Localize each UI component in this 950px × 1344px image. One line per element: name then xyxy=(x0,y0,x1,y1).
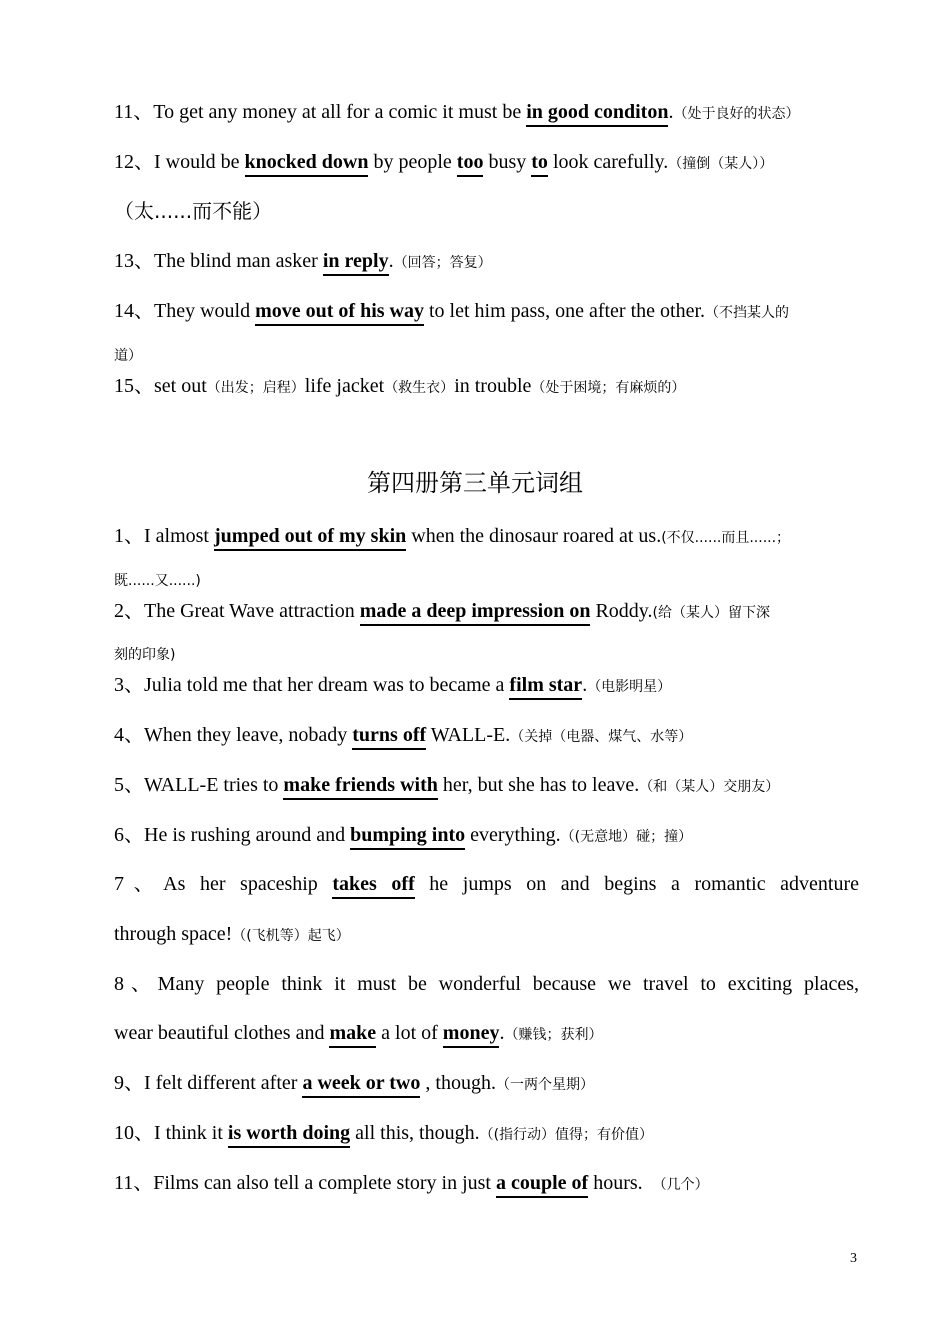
item-11 xyxy=(114,1171,859,1197)
sentence-end: her, but she has to leave. xyxy=(437,774,640,796)
sentence-text: 13、The blind man asker xyxy=(114,250,323,272)
translation-note-cont: （太......而不能） xyxy=(114,199,273,223)
line-14-cont xyxy=(114,342,859,368)
key-phrase: money xyxy=(443,1022,500,1048)
sentence-end: hours. xyxy=(588,1172,643,1194)
sentence-text: wear beautiful clothes and xyxy=(114,1022,330,1044)
translation-note: （出发；启程） xyxy=(206,380,305,396)
phrase-text: in trouble xyxy=(454,375,532,397)
key-phrase: bumping into xyxy=(350,824,465,850)
sentence-text: 2、The Great Wave attraction xyxy=(114,600,360,622)
item-10 xyxy=(114,1121,859,1147)
sentence-end: WALL-E. xyxy=(426,724,511,746)
sentence-text: 10、I think it xyxy=(114,1122,228,1144)
sentence-text: 5、WALL-E tries to xyxy=(114,774,284,796)
line-12-top xyxy=(114,150,859,176)
sentence-end: to let him pass, one after the other. xyxy=(423,300,706,322)
sentence-text: 4、When they leave, nobady xyxy=(114,724,353,746)
translation-note: （处于困境；有麻烦的） xyxy=(531,380,686,396)
item-1-cont xyxy=(114,567,859,593)
translation-note-cont: 刻的印象) xyxy=(114,647,176,663)
translation-note: （(指行动）值得；有价值） xyxy=(479,1127,654,1143)
sentence-text: a lot of xyxy=(376,1022,443,1044)
sentence-end: Roddy. xyxy=(590,600,653,622)
sentence-end: everything. xyxy=(465,824,561,846)
translation-note: （电影明星） xyxy=(587,679,672,695)
sentence-text: 11、Films can also tell a complete story in just xyxy=(114,1172,496,1194)
translation-note: （(飞机等）起飞） xyxy=(232,928,350,944)
translation-note: (不仅......而且......； xyxy=(661,530,791,546)
translation-note: （撞倒（某人）） xyxy=(668,156,774,172)
item-7 xyxy=(114,872,859,896)
translation-note: （救生衣） xyxy=(384,380,455,396)
key-phrase: takes off xyxy=(332,873,414,899)
page-number: 3 xyxy=(850,1251,857,1266)
key-phrase: in reply xyxy=(323,250,389,276)
key-phrase: too xyxy=(457,151,484,177)
key-phrase: jumped out of my skin xyxy=(214,525,406,551)
sentence-text: 12、I would be xyxy=(114,151,245,173)
translation-note: （一两个星期） xyxy=(495,1077,594,1093)
translation-note: （几个） xyxy=(652,1177,709,1193)
translation-note: （处于良好的状态） xyxy=(673,106,800,122)
sentence-end: when the dinosaur roared at us. xyxy=(406,525,662,547)
key-phrase: move out of his way xyxy=(255,300,424,326)
sentence-end: . xyxy=(388,250,394,272)
item-5 xyxy=(114,773,859,799)
key-phrase: film star xyxy=(509,674,582,700)
item-8 xyxy=(114,972,859,996)
sentence-text: 11、To get any money at all for a comic it must be xyxy=(114,101,527,123)
item-1 xyxy=(114,524,859,550)
key-phrase: to xyxy=(531,151,548,177)
translation-note: （关掉（电器、煤气、水等） xyxy=(510,729,693,745)
key-phrase: made a deep impression on xyxy=(360,600,591,626)
sentence-end: . xyxy=(499,1022,505,1044)
line-15-top xyxy=(114,374,859,400)
sentence-end: . xyxy=(582,674,588,696)
key-phrase: a week or two xyxy=(302,1072,420,1098)
sentence-text: 6、He is rushing around and xyxy=(114,824,351,846)
sentence-end: through space! xyxy=(114,923,233,945)
sentence-text: 14、They would xyxy=(114,300,256,322)
sentence-text: 7、As her spaceship xyxy=(114,873,333,895)
translation-note-cont: 既......又......) xyxy=(114,573,201,589)
sentence-end: look carefully. xyxy=(547,151,669,173)
sentence-end: , though. xyxy=(420,1072,496,1094)
key-phrase: turns off xyxy=(352,724,426,750)
key-phrase: make xyxy=(329,1022,376,1048)
line-13-top xyxy=(114,249,859,275)
translation-note: （不挡某人的 xyxy=(705,305,790,321)
phrase-text: 15、set out xyxy=(114,375,207,397)
item-2 xyxy=(114,599,859,625)
key-phrase: is worth doing xyxy=(228,1122,350,1148)
item-8-cont xyxy=(114,1021,859,1047)
line-12-cont xyxy=(114,199,859,223)
translation-note: （回答；答复） xyxy=(393,255,492,271)
line-14-top xyxy=(114,299,859,325)
phrase-text: life jacket xyxy=(304,375,385,397)
sentence-end: all this, though. xyxy=(350,1122,480,1144)
sentence-text: by people xyxy=(368,151,457,173)
key-phrase: knocked down xyxy=(245,151,369,177)
sentence-text: busy xyxy=(483,151,532,173)
line-11-top xyxy=(114,100,859,126)
translation-note: （赚钱；获利） xyxy=(504,1027,603,1043)
sentence-text: 1、I almost xyxy=(114,525,214,547)
item-6 xyxy=(114,823,859,849)
key-phrase: make friends with xyxy=(283,774,437,800)
sentence-text: 8、Many people think it must be wonderful because we travel to exciting places, xyxy=(114,973,859,995)
translation-note: （和（某人）交朋友） xyxy=(639,779,780,795)
section-title: 第四册第三单元词组 xyxy=(367,469,583,497)
translation-note: (给（某人）留下深 xyxy=(652,605,770,621)
sentence-text: 9、I felt different after xyxy=(114,1072,303,1094)
key-phrase: in good conditon xyxy=(526,101,668,127)
key-phrase: a couple of xyxy=(496,1172,588,1198)
translation-note: （(无意地）碰；撞） xyxy=(560,829,693,845)
item-4 xyxy=(114,723,859,749)
item-2-cont xyxy=(114,641,859,667)
sentence-text: 3、Julia told me that her dream was to became a xyxy=(114,674,510,696)
item-7-cont xyxy=(114,922,859,948)
sentence-text: he jumps on and begins a romantic adventure xyxy=(414,873,859,895)
sentence-end: . xyxy=(668,101,674,123)
translation-note-cont: 道） xyxy=(114,348,142,364)
item-9 xyxy=(114,1071,859,1097)
item-3 xyxy=(114,673,859,699)
